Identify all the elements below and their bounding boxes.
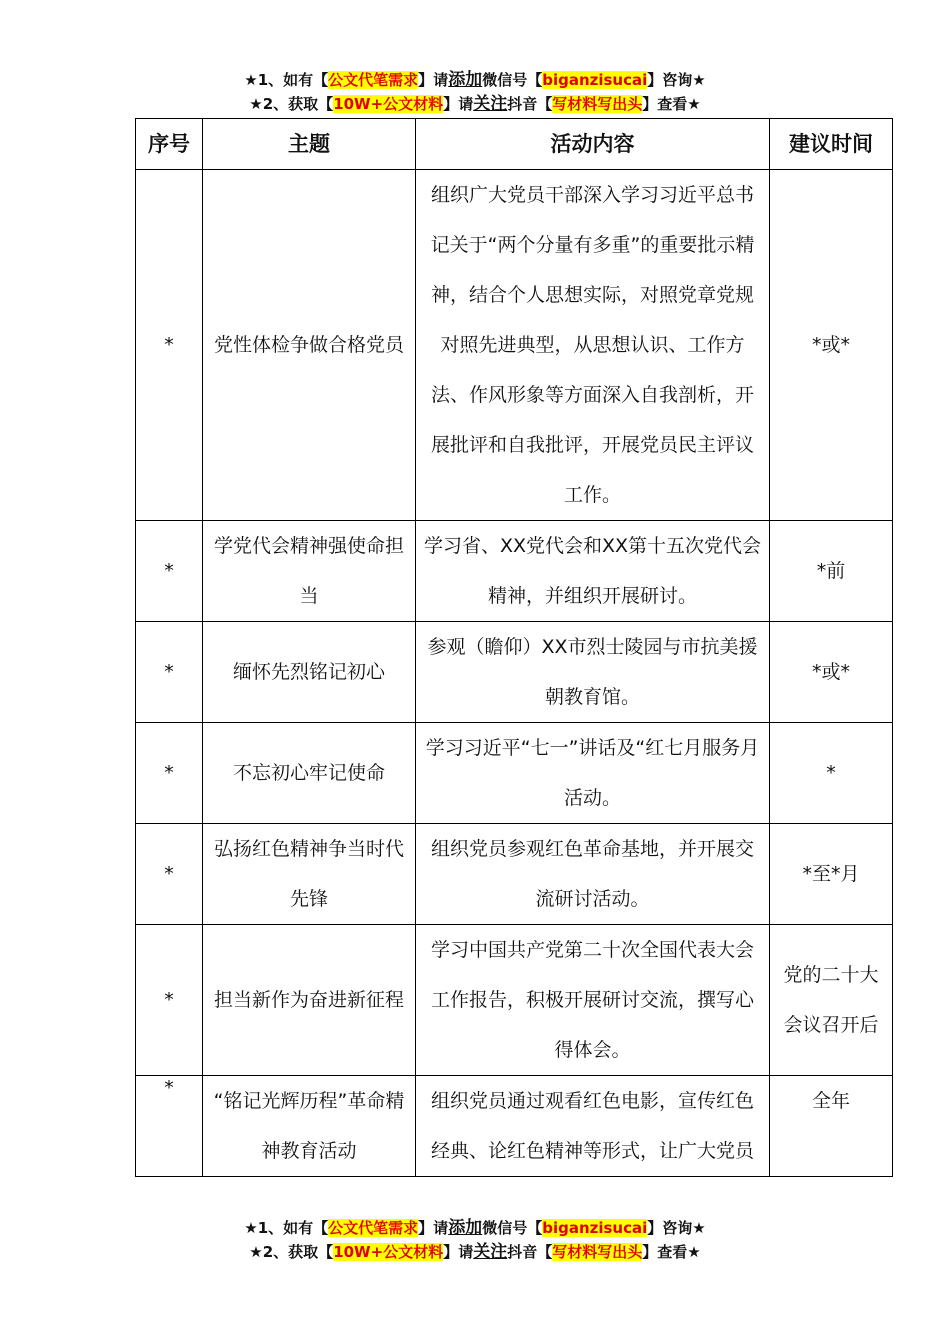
banner-highlight: 写材料写出头 [552,1243,643,1261]
banner-text: 抖音【 [507,1243,553,1261]
banner-text: 微信号【 [482,71,543,89]
banner-line-1 [0,68,950,92]
cell-number: * [136,1076,203,1177]
banner-text: ★2、获取【 [249,1243,334,1261]
banner-highlight: 10W+公文材料 [333,1243,444,1261]
table-row [136,170,893,521]
cell-time: *前 [770,521,893,622]
banner-highlight: 公文代笔需求 [328,1219,419,1237]
cell-time: 党的二十大会议召开后 [770,925,893,1076]
banner-emphasis: 添加 [448,70,483,90]
cell-topic: 党性体检争做合格党员 [203,170,416,521]
cell-time: * [770,723,893,824]
table-row [136,925,893,1076]
banner-line-2 [0,1240,950,1264]
banner-text: 抖音【 [507,95,553,113]
cell-number: * [136,170,203,521]
banner-text: 】请 [443,95,474,113]
banner-text: ★1、如有【 [244,1219,329,1237]
banner-text: ★2、获取【 [249,95,334,113]
activity-plan-table [135,118,893,1177]
banner-highlight: 10W+公文材料 [333,95,444,113]
header-topic: 主题 [203,119,416,170]
banner-highlight: biganzisucai [542,1219,648,1237]
banner-text: 微信号【 [482,1219,543,1237]
cell-topic: “铭记光辉历程”革命精神教育活动 [203,1076,416,1177]
cell-number: * [136,622,203,723]
banner-text: ★1、如有【 [244,71,329,89]
table-row [136,723,893,824]
cell-time: *至*月 [770,824,893,925]
table-row [136,824,893,925]
banner-highlight: 写材料写出头 [552,95,643,113]
banner-text: 】查看★ [642,1243,701,1261]
cell-topic: 担当新作为奋进新征程 [203,925,416,1076]
banner-emphasis: 关注 [473,1242,508,1262]
banner-line-1 [0,1216,950,1240]
banner-text: 】请 [418,71,449,89]
banner-line-2 [0,92,950,116]
footer-banner [0,1216,950,1264]
cell-topic: 学党代会精神强使命担当 [203,521,416,622]
table-row [136,1076,893,1177]
banner-text: 】咨询★ [647,1219,706,1237]
banner-emphasis: 添加 [448,1218,483,1238]
header-number: 序号 [136,119,203,170]
header-banner [0,68,950,116]
banner-emphasis: 关注 [473,94,508,114]
banner-text: 】请 [443,1243,474,1261]
cell-time: *或* [770,170,893,521]
header-time: 建议时间 [770,119,893,170]
cell-topic: 弘扬红色精神争当时代先锋 [203,824,416,925]
banner-text: 】请 [418,1219,449,1237]
table-row [136,521,893,622]
table-header-row [136,119,893,170]
cell-content: 组织广大党员干部深入学习习近平总书记关于“两个分量有多重”的重要批示精神，结合个人思想实际，对照党章党规对照先进典型，从思想认识、工作方法、作风形象等方面深入自我剖析，开展批评和自我批评，开展党员民主评议工作。 [416,170,770,521]
cell-content: 学习省、XX党代会和XX第十五次党代会精神，并组织开展研讨。 [416,521,770,622]
cell-content: 参观（瞻仰）XX市烈士陵园与市抗美援朝教育馆。 [416,622,770,723]
cell-number: * [136,824,203,925]
header-content: 活动内容 [416,119,770,170]
banner-highlight: 公文代笔需求 [328,71,419,89]
banner-text: 】查看★ [642,95,701,113]
cell-time: 全年 [770,1076,893,1177]
cell-content: 学习习近平“七一”讲话及“红七月服务月活动。 [416,723,770,824]
cell-topic: 缅怀先烈铭记初心 [203,622,416,723]
cell-number: * [136,925,203,1076]
cell-time: *或* [770,622,893,723]
cell-content: 组织党员通过观看红色电影，宣传红色经典、论红色精神等形式，让广大党员 [416,1076,770,1177]
cell-content: 学习中国共产党第二十次全国代表大会工作报告，积极开展研讨交流，撰写心得体会。 [416,925,770,1076]
cell-number: * [136,723,203,824]
banner-text: 】咨询★ [647,71,706,89]
cell-content: 组织党员参观红色革命基地，并开展交流研讨活动。 [416,824,770,925]
banner-highlight: biganzisucai [542,71,648,89]
cell-number: * [136,521,203,622]
cell-topic: 不忘初心牢记使命 [203,723,416,824]
table-row [136,622,893,723]
